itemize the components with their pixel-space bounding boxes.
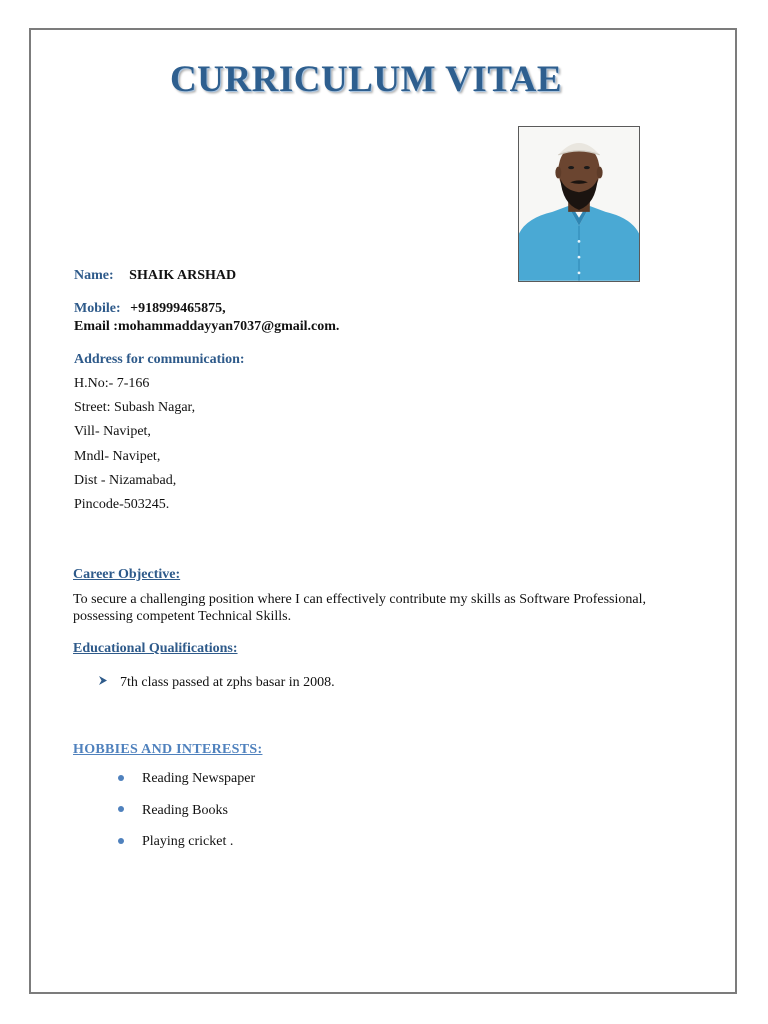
address-line: Street: Subash Nagar, bbox=[74, 400, 196, 416]
dot-bullet-icon bbox=[118, 806, 124, 812]
mobile-value: +918999465875, bbox=[130, 301, 226, 316]
email-line: Email :mohammaddayyan7037@gmail.com. bbox=[74, 319, 340, 334]
dot-bullet-icon bbox=[118, 838, 124, 844]
hobby-item-text: Playing cricket . bbox=[142, 834, 234, 849]
address-heading: Address for communication: bbox=[74, 352, 245, 367]
name-label: Name: bbox=[74, 268, 114, 283]
education-item bbox=[98, 675, 335, 691]
hobbies-list bbox=[118, 771, 255, 866]
hobby-item bbox=[118, 834, 255, 866]
dot-bullet-icon bbox=[118, 775, 124, 781]
education-item-text: 7th class passed at zphs basar in 2008. bbox=[120, 675, 335, 690]
profile-photo bbox=[518, 126, 640, 282]
name-row bbox=[74, 268, 236, 284]
name-value: SHAIK ARSHAD bbox=[129, 268, 237, 283]
hobby-item bbox=[118, 771, 255, 803]
address-line: H.No:- 7-166 bbox=[74, 376, 150, 391]
mobile-row bbox=[74, 301, 226, 317]
address-line: Pincode-503245. bbox=[74, 496, 170, 512]
hobby-item-text: Reading Newspaper bbox=[142, 771, 256, 786]
arrow-bullet-icon bbox=[98, 675, 120, 691]
hobby-item bbox=[118, 803, 255, 835]
career-objective-heading: Career Objective: bbox=[73, 567, 181, 582]
education-heading: Educational Qualifications: bbox=[73, 641, 238, 656]
address-line: Dist - Nizamabad, bbox=[74, 472, 177, 488]
mobile-label: Mobile: bbox=[74, 301, 121, 316]
hobbies-heading: HOBBIES AND INTERESTS: bbox=[73, 742, 263, 757]
address-line: Mndl- Navipet, bbox=[74, 448, 161, 464]
address-line: Vill- Navipet, bbox=[74, 424, 151, 440]
address-lines bbox=[74, 376, 195, 521]
hobby-item-text: Reading Books bbox=[142, 802, 228, 818]
career-objective-text: To secure a challenging position where I can effectively contribute my skills as Software Professional, possessing competent Technical Skills. bbox=[73, 592, 646, 624]
document-title: CURRICULUM VITAE bbox=[169, 59, 563, 100]
